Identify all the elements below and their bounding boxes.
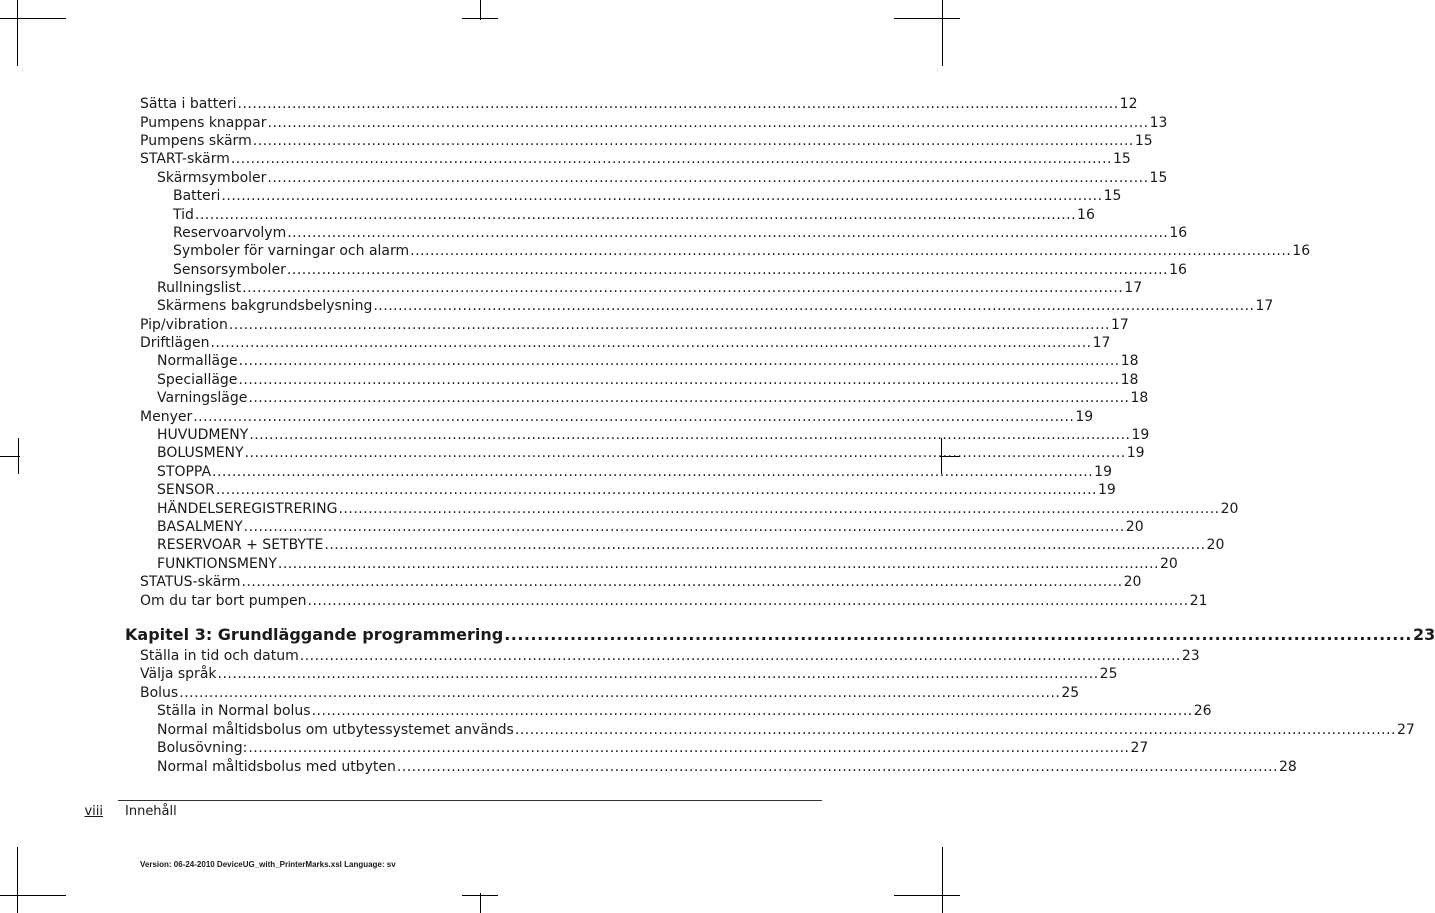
toc-entry[interactable] <box>140 132 1153 150</box>
toc-entry-page: 15 <box>1103 188 1122 204</box>
toc-leader-dots: .................................................................................................................................................................................. <box>179 685 1061 701</box>
toc-entry[interactable] <box>140 316 1129 334</box>
toc-leader-dots: .................................................................................................................................................................................. <box>307 593 1189 609</box>
toc-entry-page: 20 <box>1220 501 1239 517</box>
crop-mark-top-center-v <box>480 0 481 20</box>
toc-entry-label: STATUS-skärm <box>140 574 241 590</box>
toc-leader-dots: .................................................................................................................................................................................. <box>311 703 1193 719</box>
toc-leader-dots: .................................................................................................................................................................................. <box>212 464 1094 480</box>
toc-entry[interactable] <box>157 758 1297 776</box>
toc-entry[interactable] <box>157 536 1225 554</box>
toc-entry-label: Skärmsymboler <box>157 170 267 186</box>
toc-leader-dots: .................................................................................................................................................................................. <box>244 445 1126 461</box>
toc-entry-label: SENSOR <box>157 482 215 498</box>
toc-leader-dots: .................................................................................................................................................................................. <box>286 262 1169 278</box>
toc-entry[interactable] <box>157 702 1212 720</box>
toc-leader-dots: .................................................................................................................................................................................. <box>324 537 1206 553</box>
toc-entry-page: 16 <box>1169 262 1187 278</box>
toc-leader-dots: .................................................................................................................................................................................. <box>252 133 1134 149</box>
crop-mark-top-right-v <box>942 0 943 66</box>
toc-entry[interactable] <box>140 95 1138 113</box>
toc-entry-label: Skärmens bakgrundsbelysning <box>157 298 373 314</box>
toc-entry[interactable] <box>157 500 1239 518</box>
toc-entry-page: 20 <box>1123 574 1142 590</box>
toc-leader-dots: .................................................................................................................................................................................. <box>248 740 1130 756</box>
toc-entry-page: 15 <box>1112 151 1131 167</box>
toc-leader-dots: .................................................................................................................................................................................. <box>215 482 1097 498</box>
toc-entry-page: 19 <box>1126 445 1145 461</box>
toc-entry[interactable] <box>157 297 1274 315</box>
toc-entry-page: 18 <box>1120 372 1139 388</box>
toc-entry-page: 17 <box>1110 317 1129 333</box>
toc-entry-page: 17 <box>1092 335 1111 351</box>
toc-entry[interactable] <box>157 279 1143 297</box>
toc-entry-label: STOPPA <box>157 464 212 480</box>
toc-entry-page: 17 <box>1255 298 1274 314</box>
toc-entry-page: 19 <box>1131 427 1150 443</box>
toc-entry-page: 18 <box>1130 390 1149 406</box>
toc-entry-label: Normalläge <box>157 353 238 369</box>
toc-entry[interactable] <box>173 187 1122 205</box>
toc-entry[interactable] <box>157 555 1178 573</box>
toc-entry-label: Pumpens skärm <box>140 133 252 149</box>
crop-mark-bottom-left-v <box>17 847 18 913</box>
toc-entry-label: Menyer <box>140 409 193 425</box>
toc-entry-label: Normal måltidsbolus om utbytessystemet används <box>157 722 514 738</box>
toc-entry[interactable] <box>140 573 1142 591</box>
toc-entry-label: Om du tar bort pumpen <box>140 593 307 609</box>
toc-leader-dots: .................................................................................................................................................................................. <box>230 151 1112 167</box>
toc-entry-label: Rullningslist <box>157 280 242 296</box>
toc-leader-dots: .................................................................................................................................................................................. <box>299 648 1181 664</box>
toc-leader-dots: .................................................................................................................................................................................. <box>242 280 1124 296</box>
toc-leader-dots: .................................................................................................................................................................................. <box>210 335 1092 351</box>
toc-leader-dots: .................................................................................................................................................................................. <box>267 115 1149 131</box>
toc-entry-page: 19 <box>1097 482 1116 498</box>
toc-entry-page: 20 <box>1125 519 1144 535</box>
toc-entry[interactable] <box>173 206 1095 224</box>
toc-entry-label: Driftlägen <box>140 335 210 351</box>
toc-leader-dots: .................................................................................................................................................................................. <box>373 298 1255 314</box>
toc-leader-dots: .................................................................................................................................................................................. <box>241 574 1123 590</box>
toc-entry-page: 20 <box>1206 537 1225 553</box>
toc-leader-dots: .................................................................................................................................................................................. <box>238 353 1120 369</box>
toc-leader-dots: .......................................................................................................................................... <box>504 625 1412 644</box>
footer-page-number: viii <box>84 804 103 819</box>
toc-entry[interactable] <box>157 426 1150 444</box>
toc-entry-page: 18 <box>1120 353 1139 369</box>
toc-entry[interactable] <box>157 721 1415 739</box>
toc-entry-label: BOLUSMENY <box>157 445 244 461</box>
toc-leader-dots: .................................................................................................................................................................................. <box>228 317 1110 333</box>
toc-entry-page: 16 <box>1169 225 1188 241</box>
toc-entry-page: 20 <box>1160 556 1178 572</box>
toc-entry-page: 19 <box>1075 409 1094 425</box>
toc-entry-page: 16 <box>1292 243 1311 259</box>
toc-leader-dots: .................................................................................................................................................................................. <box>238 372 1120 388</box>
crop-mark-top-left-v <box>17 0 18 66</box>
toc-entry-label: Reservoarvolym <box>173 225 287 241</box>
crop-mark-bottom-left-h <box>0 895 66 896</box>
toc-entry-label: Symboler för varningar och alarm <box>173 243 410 259</box>
footer-section-title: Innehåll <box>125 804 177 819</box>
toc-entry-label: Varningsläge <box>157 390 248 406</box>
crop-mark-bottom-right-h <box>894 895 960 896</box>
toc-entry-label: Pumpens knappar <box>140 115 267 131</box>
toc-leader-dots: .................................................................................................................................................................................. <box>396 759 1278 775</box>
crop-mark-left-center-h <box>0 456 20 457</box>
toc-entry[interactable] <box>157 481 1116 499</box>
toc-entry-label: Sensorsymboler <box>173 262 286 278</box>
toc-entry-page: 15 <box>1134 133 1153 149</box>
toc-entry[interactable] <box>157 169 1168 187</box>
version-line: Version: 06-24-2010 DeviceUG_with_PrinterMarks.xsl Language: sv <box>140 860 396 869</box>
toc-entry-page: 17 <box>1124 280 1143 296</box>
toc-entry-page: 13 <box>1149 115 1168 131</box>
toc-leader-dots: .................................................................................................................................................................................. <box>193 409 1075 425</box>
toc-entry[interactable] <box>157 463 1112 481</box>
toc-entry-label: Ställa in tid och datum <box>140 648 299 664</box>
toc-entry[interactable] <box>157 739 1149 757</box>
crop-mark-left-center-v <box>18 438 19 474</box>
toc-entry-page: 15 <box>1149 170 1168 186</box>
toc-entry[interactable] <box>140 114 1168 132</box>
crop-mark-top-right-h <box>894 18 960 19</box>
toc-chapter-page: 23 <box>1412 625 1435 644</box>
toc-entry-page: 26 <box>1193 703 1212 719</box>
toc-entry-label: Tid <box>173 207 194 223</box>
footer-divider <box>118 800 822 801</box>
toc-entry-page: 25 <box>1061 685 1080 701</box>
toc-entry-page: 23 <box>1181 648 1200 664</box>
toc-entry[interactable] <box>157 518 1144 536</box>
toc-entry-label: HUVUDMENY <box>157 427 249 443</box>
toc-entry-label: Ställa in Normal bolus <box>157 703 311 719</box>
toc-entry-label: Sätta i batteri <box>140 96 237 112</box>
toc-chapter-heading[interactable] <box>125 625 1435 645</box>
toc-entry[interactable] <box>157 444 1145 462</box>
toc-leader-dots: .................................................................................................................................................................................. <box>410 243 1292 259</box>
toc-entry[interactable] <box>140 334 1111 352</box>
crop-mark-top-center-h <box>462 18 498 19</box>
toc-entry-page: 21 <box>1189 593 1208 609</box>
toc-entry-label: RESERVOAR + SETBYTE <box>157 537 324 553</box>
toc-leader-dots: .................................................................................................................................................................................. <box>237 96 1119 112</box>
toc-entry-label: Pip/vibration <box>140 317 228 333</box>
toc-leader-dots: .................................................................................................................................................................................. <box>338 501 1220 517</box>
toc-entry-label: BASALMENY <box>157 519 243 535</box>
toc-entry[interactable] <box>140 150 1131 168</box>
toc-leader-dots: .................................................................................................................................................................................. <box>243 519 1125 535</box>
toc-entry-page: 28 <box>1278 759 1297 775</box>
toc-entry-page: 27 <box>1397 722 1415 738</box>
toc-entry[interactable] <box>140 665 1118 683</box>
toc-entry-page: 16 <box>1077 207 1095 223</box>
crop-mark-bottom-right-v <box>942 847 943 913</box>
toc-entry[interactable] <box>140 592 1208 610</box>
toc-entry-label: Bolusövning: <box>157 740 248 756</box>
toc-entry-label: HÄNDELSEREGISTRERING <box>157 501 338 517</box>
toc-entry[interactable] <box>173 224 1188 242</box>
toc-entry-page: 27 <box>1130 740 1149 756</box>
toc-entry-label: START-skärm <box>140 151 230 167</box>
toc-leader-dots: .................................................................................................................................................................................. <box>217 666 1099 682</box>
toc-entry-page: 25 <box>1099 666 1118 682</box>
toc-entry[interactable] <box>157 389 1149 407</box>
toc-entry-label: FUNKTIONSMENY <box>157 556 277 572</box>
crop-mark-top-left-h <box>0 18 66 19</box>
toc-leader-dots: .................................................................................................................................................................................. <box>287 225 1169 241</box>
toc-leader-dots: .................................................................................................................................................................................. <box>514 722 1396 738</box>
toc-leader-dots: .................................................................................................................................................................................. <box>248 390 1130 406</box>
toc-leader-dots: .................................................................................................................................................................................. <box>221 188 1103 204</box>
toc-entry[interactable] <box>173 242 1311 260</box>
toc-entry[interactable] <box>173 261 1187 279</box>
toc-chapter-label: Kapitel 3: Grundläggande programmering <box>125 625 504 644</box>
crop-mark-bottom-center-h <box>462 895 498 896</box>
toc-entry[interactable] <box>140 647 1200 665</box>
toc-entry-label: Bolus <box>140 685 179 701</box>
toc-entry-page: 19 <box>1094 464 1112 480</box>
toc-entry[interactable] <box>140 684 1080 702</box>
toc-leader-dots: .................................................................................................................................................................................. <box>277 556 1160 572</box>
toc-leader-dots: .................................................................................................................................................................................. <box>249 427 1131 443</box>
toc-entry-label: Batteri <box>173 188 221 204</box>
toc-entry[interactable] <box>157 371 1139 389</box>
toc-entry[interactable] <box>140 408 1094 426</box>
toc-entry-label: Specialläge <box>157 372 238 388</box>
toc-entry[interactable] <box>157 352 1139 370</box>
crop-mark-bottom-center-v <box>480 893 481 913</box>
toc-leader-dots: .................................................................................................................................................................................. <box>194 207 1077 223</box>
toc-entry-page: 12 <box>1119 96 1138 112</box>
toc-entry-label: Normal måltidsbolus med utbyten <box>157 759 396 775</box>
toc-leader-dots: .................................................................................................................................................................................. <box>267 170 1149 186</box>
toc-entry-label: Välja språk <box>140 666 217 682</box>
